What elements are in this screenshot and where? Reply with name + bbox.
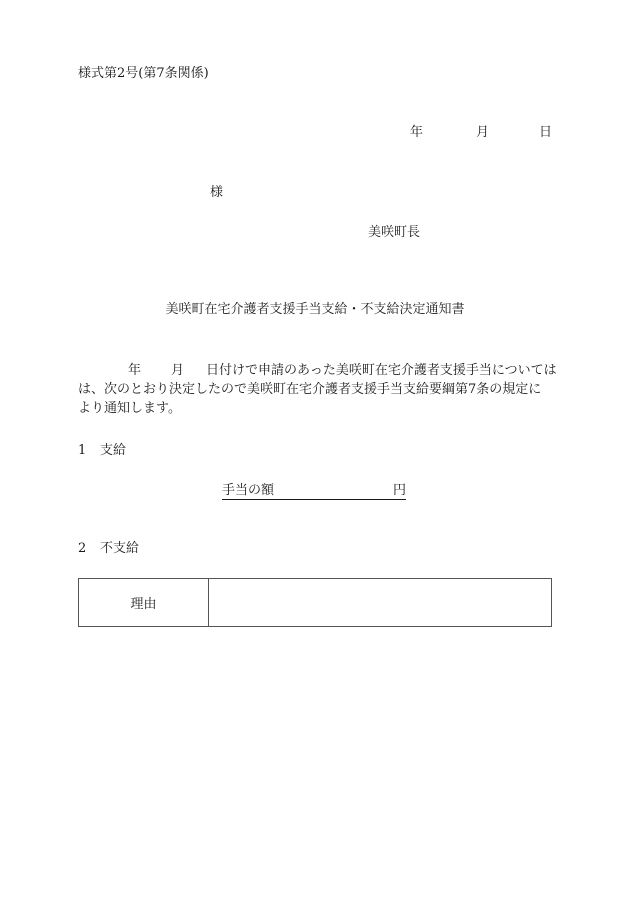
body-line-1-text: 日付けで申請のあった美咲町在宅介護者支援手当については xyxy=(206,363,557,378)
body-year-label: 年 xyxy=(128,363,142,378)
date-day-label: 日 xyxy=(539,125,553,140)
addressee-suffix: 様 xyxy=(210,185,224,200)
reason-value-cell xyxy=(209,579,552,627)
reason-row xyxy=(79,579,552,627)
section-2-label: 不支給 xyxy=(100,541,140,556)
currency-unit: 円 xyxy=(392,483,406,498)
reason-table xyxy=(78,578,552,627)
body-line-2: は、次のとおり決定したので美咲町在宅介護者支援手当支給要綱第7条の規定に xyxy=(78,382,542,397)
document-title: 美咲町在宅介護者支援手当支給・不支給決定通知書 xyxy=(165,302,465,317)
section-2-heading xyxy=(78,542,139,555)
body-line-1 xyxy=(78,361,557,380)
body-month-label: 月 xyxy=(171,363,185,378)
date-year-label: 年 xyxy=(410,125,424,140)
allowance-amount-field xyxy=(222,484,406,500)
section-1-number: 1 xyxy=(78,443,87,458)
section-2-number: 2 xyxy=(78,541,87,556)
section-1-label: 支給 xyxy=(100,443,127,458)
section-1-heading xyxy=(78,444,126,457)
allowance-amount-label: 手当の額 xyxy=(222,483,275,498)
body-line-3: より通知します。 xyxy=(78,401,181,416)
form-number: 様式第2号(第7条関係) xyxy=(78,66,209,81)
body-paragraph xyxy=(78,361,557,418)
issuer-name: 美咲町長 xyxy=(368,225,421,240)
date-month-label: 月 xyxy=(476,125,490,140)
reason-label: 理由 xyxy=(79,579,209,627)
